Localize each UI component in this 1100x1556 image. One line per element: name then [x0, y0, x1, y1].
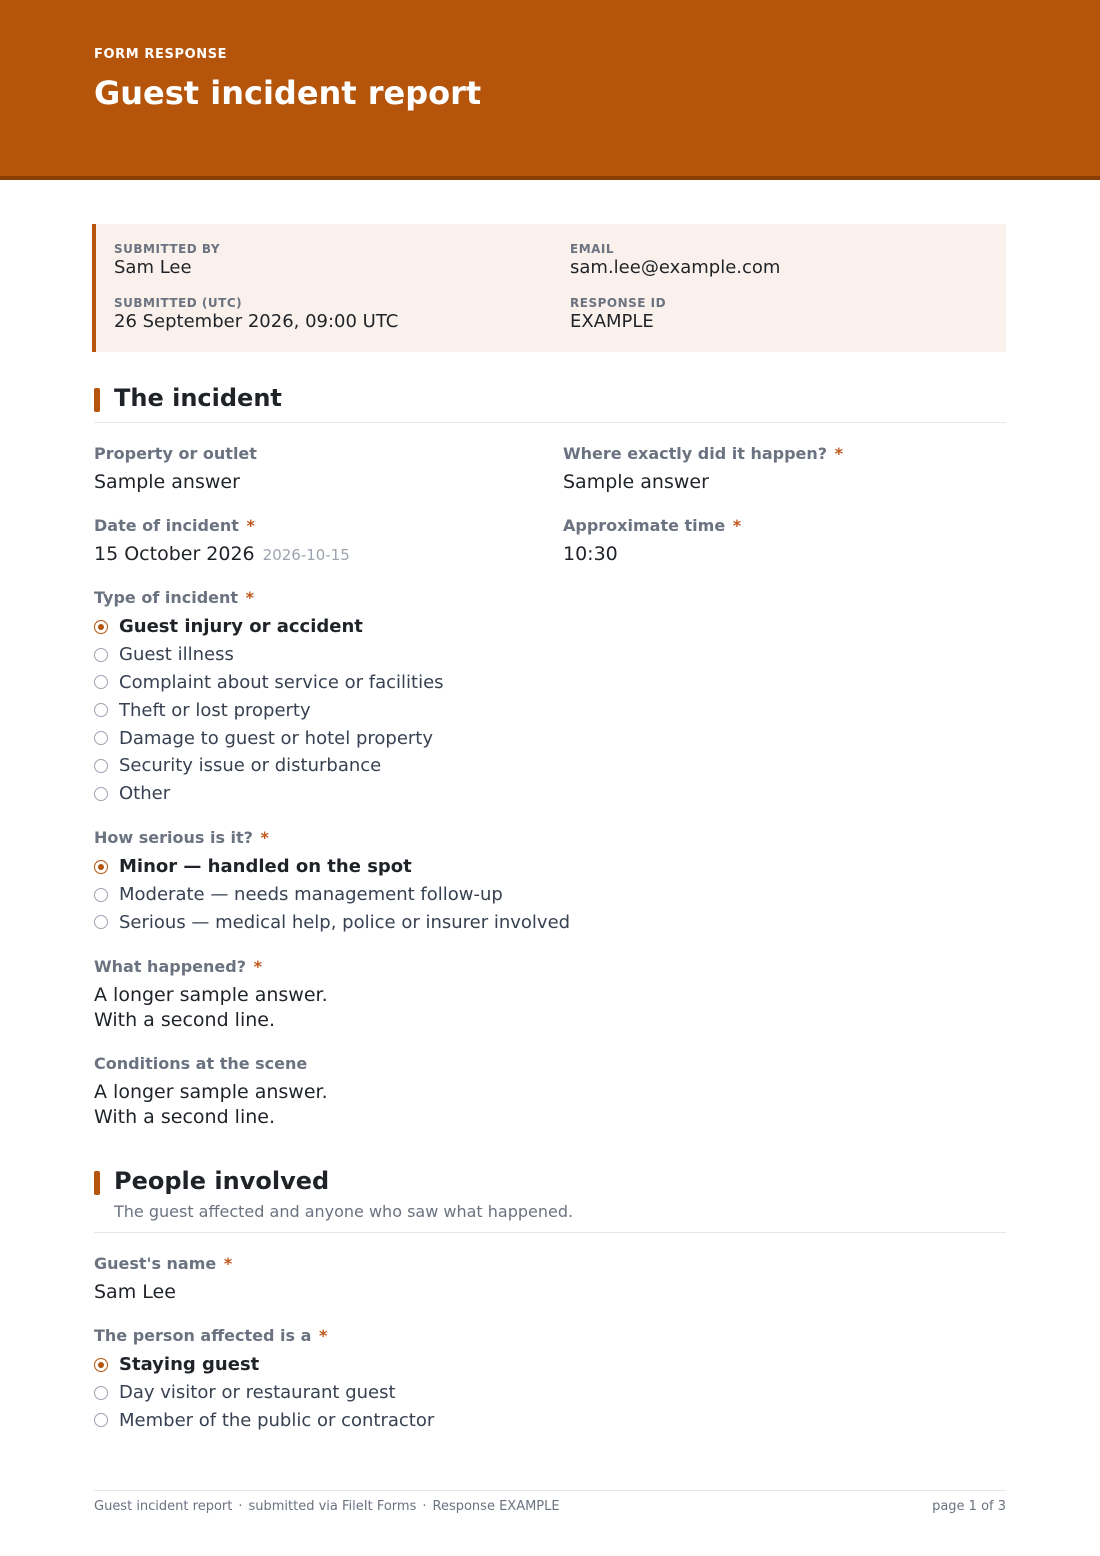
field-label: Guest's name *	[94, 1254, 233, 1273]
field-label: What happened? *	[94, 957, 262, 976]
section-title: The incident	[114, 384, 282, 412]
field-label: Type of incident *	[94, 588, 254, 607]
field-severity	[94, 828, 570, 936]
radio-group	[94, 853, 570, 936]
radio-unselected-icon	[94, 787, 108, 801]
field-label: Conditions at the scene	[94, 1054, 308, 1073]
footer-form-name: Guest incident report	[94, 1499, 233, 1514]
field-person-type	[94, 1326, 434, 1434]
date-iso: 2026-10-15	[262, 546, 350, 564]
radio-option-label: Moderate — needs management follow-up	[119, 884, 503, 906]
meta-label: SUBMITTED BY	[114, 242, 221, 256]
required-marker: *	[732, 516, 742, 535]
field-where	[563, 444, 843, 493]
footer-info	[94, 1499, 560, 1514]
radio-option	[94, 1407, 434, 1435]
radio-selected-icon	[94, 620, 108, 634]
field-property	[94, 444, 257, 493]
section-divider	[94, 422, 1006, 423]
radio-group	[94, 1351, 434, 1434]
radio-unselected-icon	[94, 915, 108, 929]
radio-unselected-icon	[94, 648, 108, 662]
radio-option-label: Staying guest	[119, 1354, 260, 1376]
radio-option-label: Serious — medical help, police or insurer involved	[119, 911, 571, 933]
radio-option-label: Guest injury or accident	[119, 616, 363, 638]
field-label: Property or outlet	[94, 444, 257, 463]
footer-separator: ·	[238, 1499, 243, 1514]
radio-option	[94, 909, 570, 937]
radio-option	[94, 780, 444, 808]
footer-submitted-via: submitted via FileIt Forms	[248, 1499, 417, 1514]
radio-option-label: Other	[119, 783, 171, 805]
page-title: Guest incident report	[94, 74, 482, 112]
field-guest-name	[94, 1254, 232, 1303]
answer-line: With a second line.	[94, 1009, 275, 1031]
radio-unselected-icon	[94, 1413, 108, 1427]
field-conditions	[94, 1054, 328, 1130]
field-label: The person affected is a *	[94, 1326, 328, 1345]
footer-separator: ·	[422, 1499, 427, 1514]
radio-option	[94, 881, 570, 909]
meta-response-id	[570, 296, 666, 332]
required-marker: *	[253, 957, 262, 976]
radio-option	[94, 669, 444, 697]
radio-unselected-icon	[94, 1386, 108, 1400]
radio-unselected-icon	[94, 703, 108, 717]
field-label: How serious is it? *	[94, 828, 269, 847]
radio-option-label: Security issue or disturbance	[119, 755, 382, 777]
field-value: 10:30	[563, 543, 618, 565]
radio-option	[94, 752, 444, 780]
meta-label: RESPONSE ID	[570, 296, 667, 310]
radio-option	[94, 641, 444, 669]
radio-option	[94, 1351, 434, 1379]
radio-option-label: Damage to guest or hotel property	[119, 727, 433, 749]
radio-unselected-icon	[94, 759, 108, 773]
field-date	[94, 516, 350, 565]
footer-page-number: page 1 of 3	[932, 1499, 1006, 1514]
meta-label: EMAIL	[570, 242, 615, 256]
field-value	[94, 543, 350, 565]
footer-divider	[94, 1490, 1006, 1491]
required-marker: *	[318, 1326, 328, 1345]
meta-value: sam.lee@example.com	[570, 257, 781, 278]
field-incident-type	[94, 588, 444, 808]
date-value: 15 October 2026	[94, 543, 255, 565]
header-eyebrow: FORM RESPONSE	[94, 47, 228, 62]
meta-submitted-utc	[114, 296, 398, 332]
answer-line: With a second line.	[94, 1106, 275, 1128]
field-what-happened	[94, 957, 328, 1033]
radio-option	[94, 613, 444, 641]
radio-option	[94, 696, 444, 724]
radio-option	[94, 853, 570, 881]
section-accent-bar	[94, 1171, 100, 1195]
meta-submitted-by	[114, 242, 220, 278]
radio-option	[94, 1379, 434, 1407]
section-description: The guest affected and anyone who saw what happened.	[114, 1202, 574, 1221]
page-header	[0, 0, 1100, 180]
field-value	[94, 1080, 328, 1130]
meta-label: SUBMITTED (UTC)	[114, 296, 243, 310]
required-marker: *	[246, 516, 255, 535]
required-marker: *	[834, 444, 844, 463]
field-value: Sam Lee	[94, 1281, 176, 1303]
field-time	[563, 516, 741, 565]
radio-option-label: Member of the public or contractor	[119, 1409, 435, 1431]
field-label: Approximate time *	[563, 516, 742, 535]
meta-value: 26 September 2026, 09:00 UTC	[114, 311, 399, 332]
answer-line: A longer sample answer.	[94, 1081, 328, 1103]
field-label: Where exactly did it happen? *	[563, 444, 844, 463]
radio-unselected-icon	[94, 675, 108, 689]
field-value	[94, 983, 328, 1033]
radio-unselected-icon	[94, 888, 108, 902]
field-label: Date of incident *	[94, 516, 255, 535]
required-marker: *	[260, 828, 269, 847]
radio-option-label: Day visitor or restaurant guest	[119, 1382, 396, 1404]
meta-value: Sam Lee	[114, 257, 192, 278]
radio-option-label: Complaint about service or facilities	[119, 671, 444, 693]
footer-response: Response EXAMPLE	[432, 1499, 560, 1514]
radio-option-label: Guest illness	[119, 644, 234, 666]
radio-selected-icon	[94, 860, 108, 874]
answer-line: A longer sample answer.	[94, 984, 328, 1006]
submission-meta	[92, 224, 1006, 352]
radio-unselected-icon	[94, 731, 108, 745]
field-value: Sample answer	[94, 471, 240, 493]
radio-option-label: Theft or lost property	[119, 699, 311, 721]
meta-email	[570, 242, 780, 278]
section-divider	[94, 1232, 1006, 1233]
radio-selected-icon	[94, 1358, 108, 1372]
radio-group	[94, 613, 444, 808]
required-marker: *	[223, 1254, 233, 1273]
field-value: Sample answer	[563, 471, 709, 493]
radio-option-label: Minor — handled on the spot	[119, 856, 412, 878]
section-title: People involved	[114, 1167, 330, 1195]
meta-value: EXAMPLE	[570, 311, 654, 332]
radio-option	[94, 724, 444, 752]
required-marker: *	[245, 588, 254, 607]
section-accent-bar	[94, 388, 100, 412]
